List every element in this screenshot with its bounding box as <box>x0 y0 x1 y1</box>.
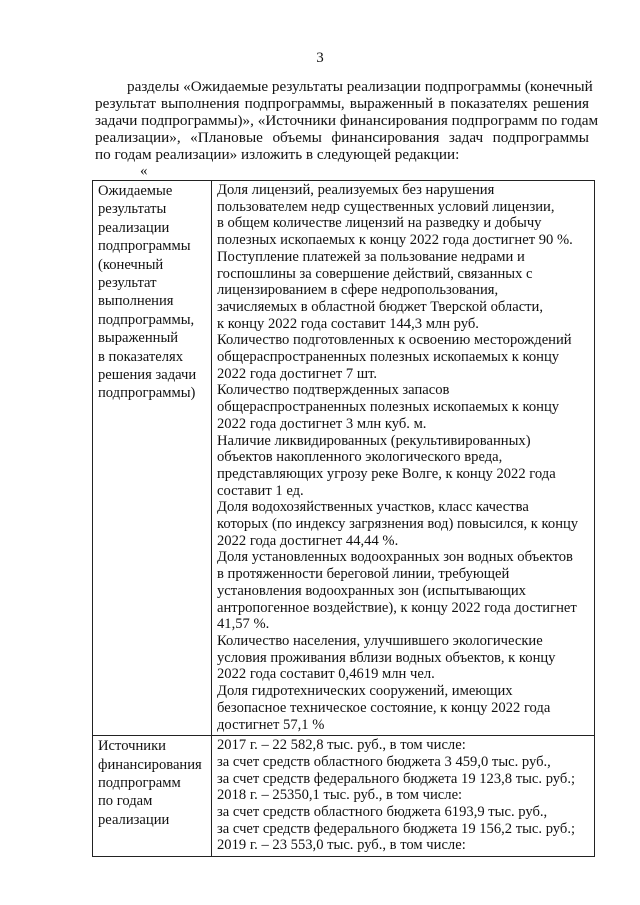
page-number: 3 <box>316 50 324 66</box>
content-line: Поступление платежей за пользование недрами и <box>217 248 525 265</box>
program-table <box>92 180 595 857</box>
table-row <box>93 736 595 857</box>
content-line: антропогенное воздействие), к концу 2022 года достигнет <box>217 599 577 616</box>
content-line: 2019 г. – 23 553,0 тыс. руб., в том числе: <box>217 837 466 854</box>
content-line: в общем количестве лицензий на разведку и добычу <box>217 215 542 232</box>
content-line: объектов накопленного экологического вреда, <box>217 449 503 466</box>
content-line: Количество населения, улучшившего экологические <box>217 632 543 649</box>
content-line: достигнет 57,1 % <box>217 716 325 733</box>
content-line: зачисляемых в областной бюджет Тверской области, <box>217 298 544 315</box>
content-line: за счет средств федерального бюджета 19 123,8 тыс. руб.; <box>217 770 576 787</box>
content-line: Доля лицензий, реализуемых без нарушения <box>217 182 495 198</box>
row-content-cell <box>212 181 595 736</box>
content-line: которых (по индексу загрязнения вод) повысился, к концу <box>217 516 579 533</box>
label-line: по годам <box>98 793 153 810</box>
label-line: Ожидаемые <box>98 183 173 199</box>
label-line: подпрограмм <box>98 775 181 792</box>
table-row <box>93 181 595 736</box>
content-line: 2022 года достигнет 3 млн куб. м. <box>217 415 427 432</box>
content-line: Количество подготовленных к освоению месторождений <box>217 332 572 349</box>
intro-line: задачи подпрограммы)», «Источники финансирования подпрограмм по годам <box>95 112 599 129</box>
row-label-cell <box>93 736 212 857</box>
row-label-cell <box>93 181 212 736</box>
content-line: 41,57 %. <box>217 616 270 633</box>
label-line: подпрограммы <box>98 238 191 255</box>
label-line: реализации <box>98 219 170 236</box>
content-line: за счет средств областного бюджета 6193,9 тыс. руб., <box>217 804 548 821</box>
label-line: выраженный <box>98 330 179 347</box>
label-line: решения задачи <box>98 367 197 384</box>
content-line: к концу 2022 года составит 144,3 млн руб. <box>217 315 479 332</box>
label-line: выполнения <box>98 293 174 310</box>
content-line: госпошлины за совершение действий, связанных с <box>217 265 533 282</box>
content-line: в протяженности береговой линии, требующей <box>217 566 510 583</box>
content-line: Доля гидротехнических сооружений, имеющих <box>217 683 513 700</box>
label-line: подпрограммы) <box>98 385 196 402</box>
label-line: в показателях <box>98 348 184 365</box>
content-line: полезных ископаемых к концу 2022 года достигнет 90 %. <box>217 232 573 249</box>
content-line: общераспространенных полезных ископаемых к концу <box>217 349 560 366</box>
content-line: за счет средств федерального бюджета 19 156,2 тыс. руб.; <box>217 820 576 837</box>
content-line: 2018 г. – 25350,1 тыс. руб., в том числе: <box>217 787 463 804</box>
label-line: результаты <box>98 201 167 218</box>
label-line: (конечный <box>98 256 164 273</box>
content-line: Наличие ликвидированных (рекультивированных) <box>217 432 531 449</box>
label-line: результат <box>98 275 157 292</box>
content-line: 2022 года достигнет 7 шт. <box>217 365 378 382</box>
opening-quote: « <box>140 163 148 179</box>
content-line: установления водоохранных зон (испытывающих <box>217 582 526 599</box>
content-line: 2022 года составит 0,4619 млн чел. <box>217 666 435 683</box>
intro-line: результат выполнения подпрограммы, выраженный в показателях решения <box>95 95 589 112</box>
intro-line: реализации», «Плановые объемы финансирования задач подпрограммы <box>95 129 589 146</box>
content-line: за счет средств областного бюджета 3 459,0 тыс. руб., <box>217 753 551 770</box>
content-line: Доля водохозяйственных участков, класс качества <box>217 499 529 516</box>
content-line: лицензированием в сфере недропользования, <box>217 282 499 299</box>
label-line: финансирования <box>98 756 202 773</box>
intro-line: разделы «Ожидаемые результаты реализации подпрограммы (конечный <box>127 78 593 95</box>
content-line: 2022 года достигнет 44,44 %. <box>217 532 399 549</box>
content-line: условия проживания вблизи водных объектов, к концу <box>217 649 556 666</box>
label-line: подпрограммы, <box>98 311 195 328</box>
content-line: общераспространенных полезных ископаемых к концу <box>217 399 560 416</box>
content-line: Доля установленных водоохранных зон водных объектов <box>217 549 573 566</box>
intro-paragraph <box>95 78 599 163</box>
content-line: составит 1 ед. <box>217 482 304 499</box>
content-line: представляющих угрозу реке Волге, к концу 2022 года <box>217 465 556 482</box>
label-line: реализации <box>98 811 170 828</box>
content-line: пользователем недр существенных условий лицензии, <box>217 198 555 215</box>
content-line: безопасное техническое состояние, к концу 2022 года <box>217 699 551 716</box>
content-line: Количество подтвержденных запасов <box>217 382 450 399</box>
intro-line: по годам реализации» изложить в следующей редакции: <box>95 146 460 163</box>
content-line: 2017 г. – 22 582,8 тыс. руб., в том числе: <box>217 737 466 754</box>
label-line: Источники <box>98 738 166 755</box>
row-content-cell <box>212 736 595 857</box>
